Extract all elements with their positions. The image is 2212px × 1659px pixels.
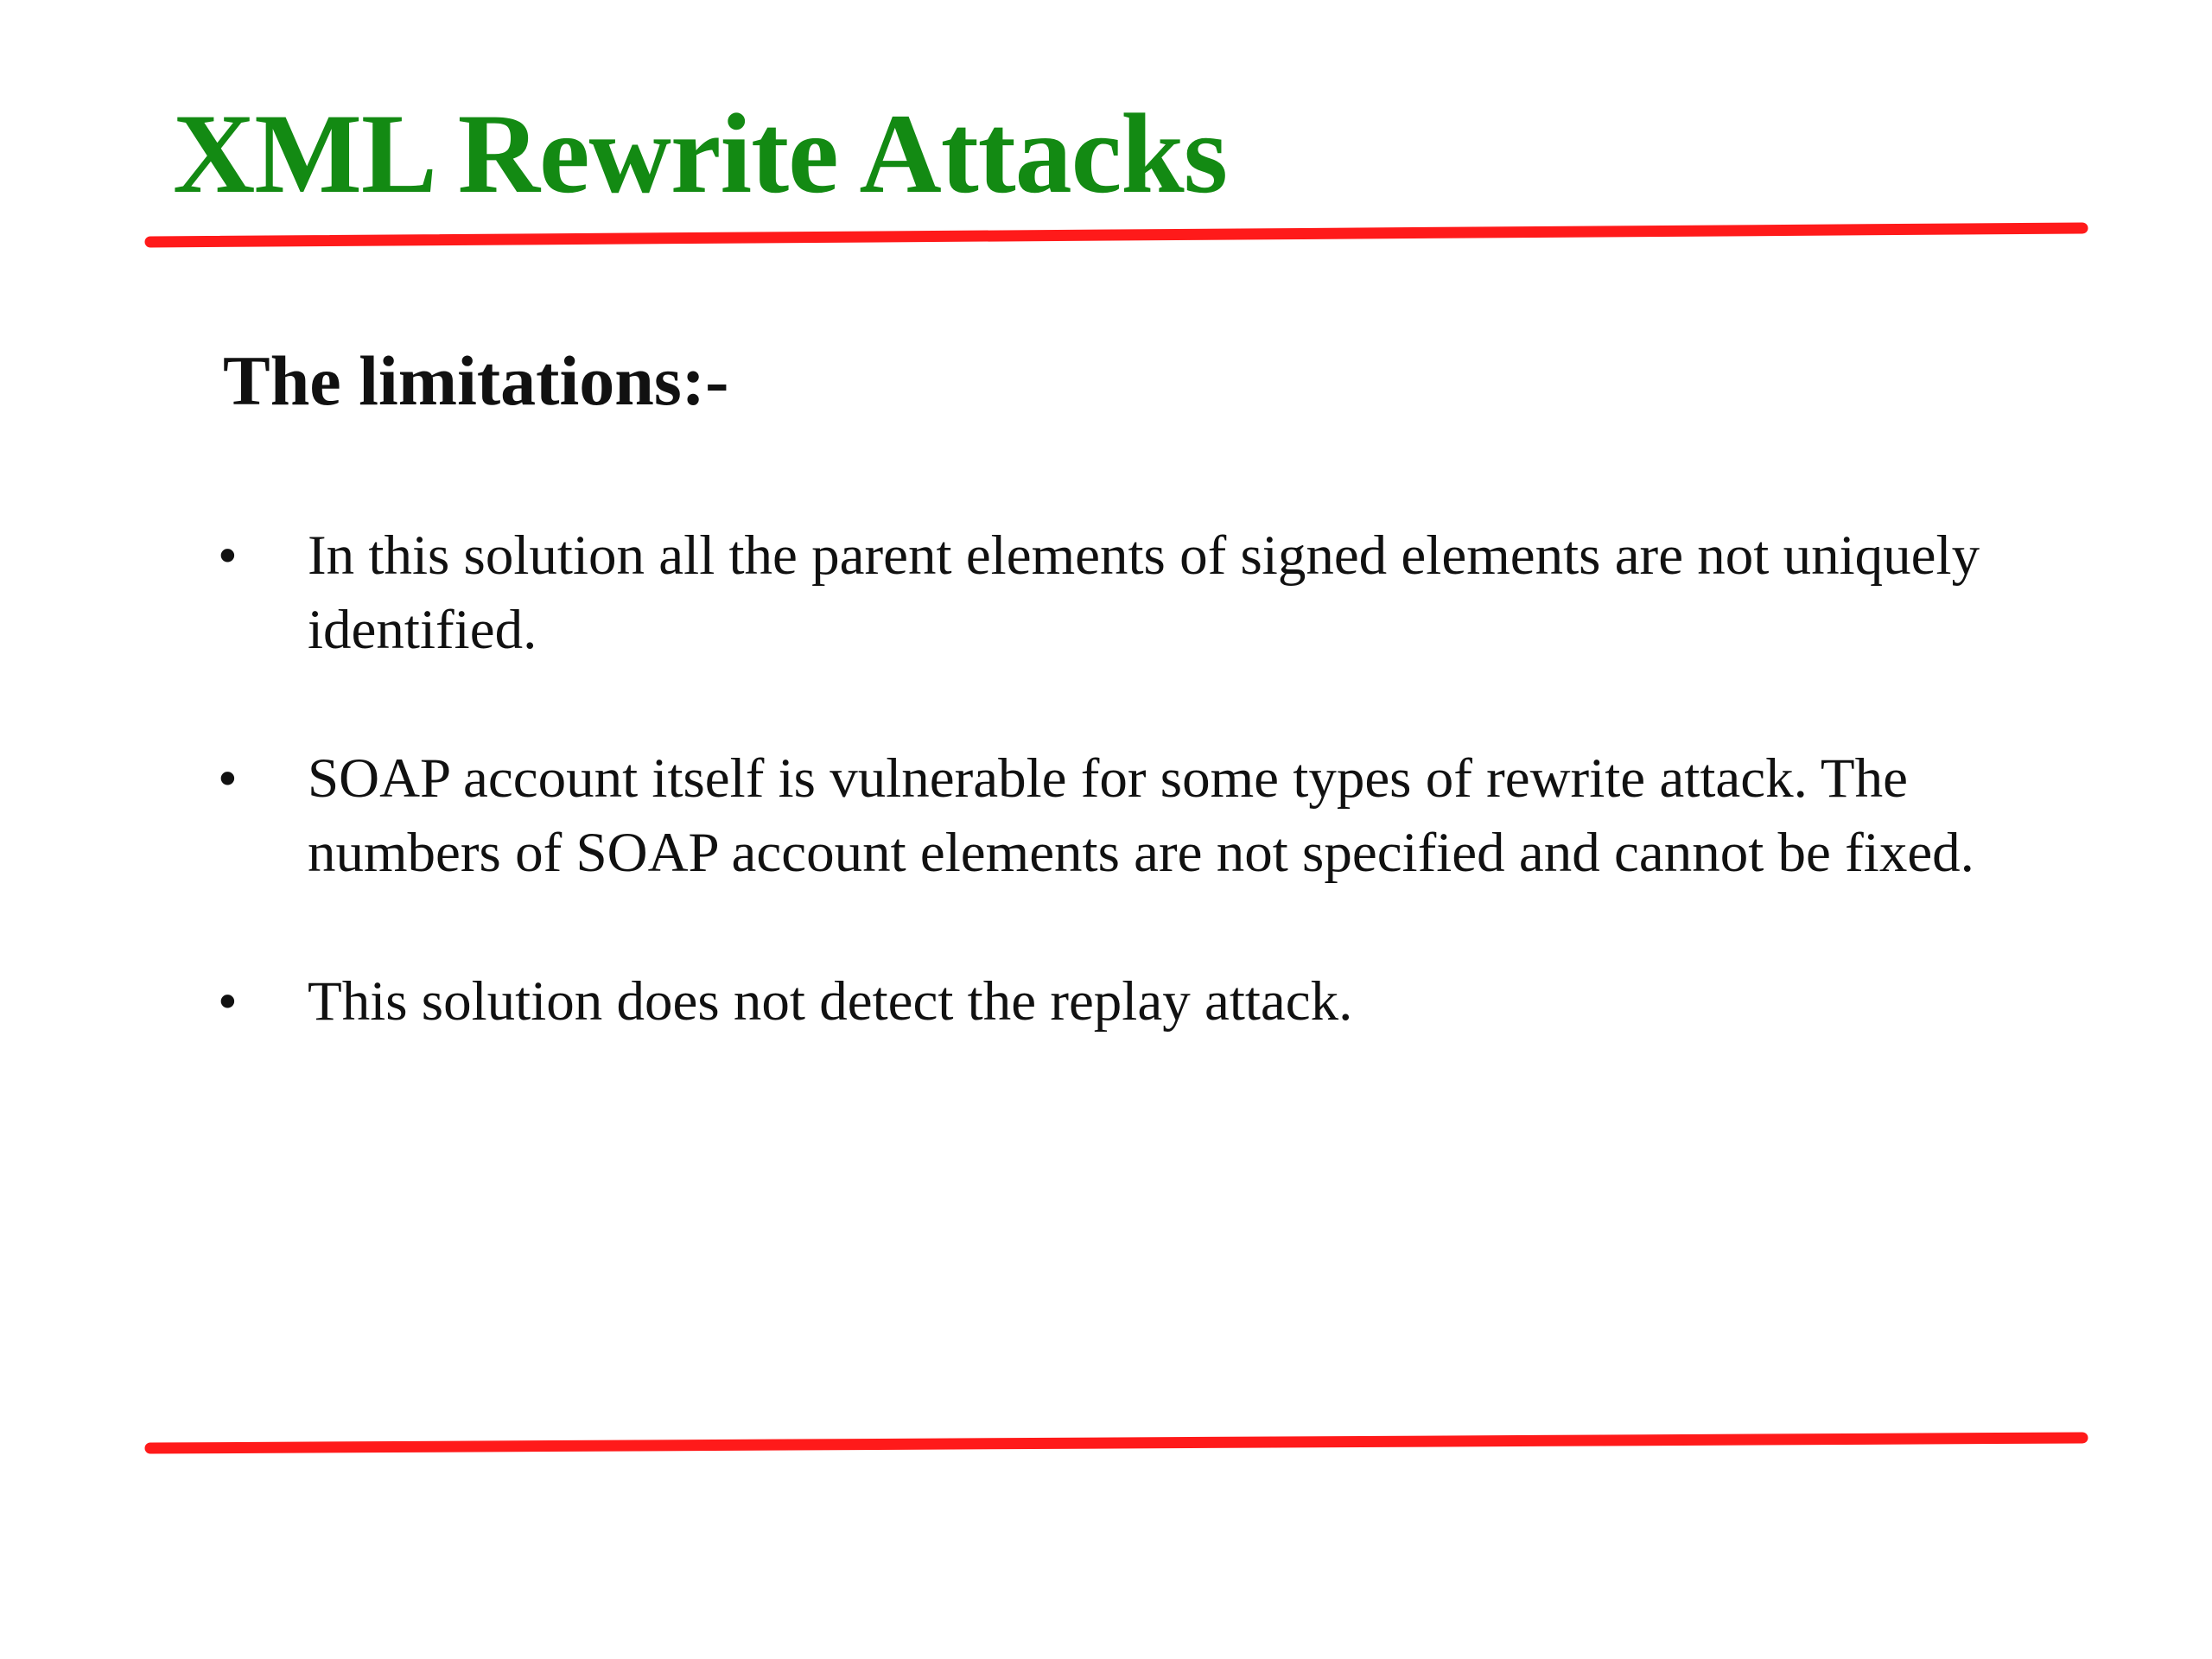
bullet-dot: • xyxy=(218,970,238,1033)
bullet-text: In this solution all the parent elements of signed elements are not uniquely identified. xyxy=(308,524,1980,661)
slide-title: XML Rewrite Attacks xyxy=(173,90,1228,217)
bullet-text: This solution does not detect the replay attack. xyxy=(308,970,1353,1033)
bullet-text: SOAP account itself is vulnerable for some types of rewrite attack. The numbers of SOAP account elements are not specified and cannot be fixed. xyxy=(308,747,1974,884)
slide-subtitle: The limitations:- xyxy=(223,341,729,420)
bullet-item xyxy=(218,518,2015,667)
bullet-item xyxy=(218,741,2015,890)
top-rule xyxy=(150,228,2082,242)
bottom-rule xyxy=(150,1438,2082,1448)
bullet-dot: • xyxy=(218,747,238,810)
bullet-item xyxy=(218,964,2015,1039)
bullet-dot: • xyxy=(218,524,238,587)
bullet-list xyxy=(218,518,2015,1113)
